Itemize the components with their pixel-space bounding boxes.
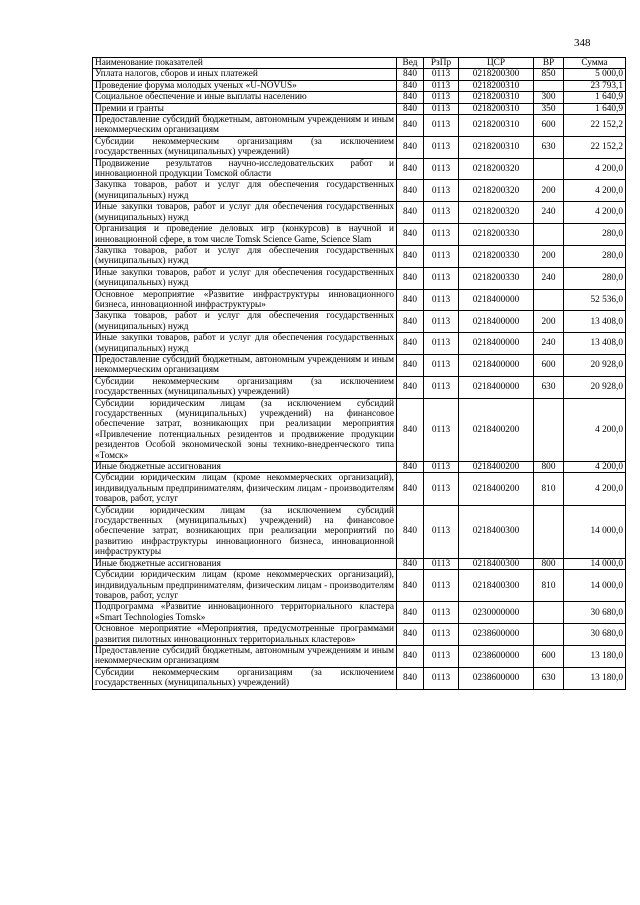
row-rzpr: 0113	[424, 245, 459, 267]
row-csr: 0218200330	[459, 267, 534, 289]
row-name: Предоставление субсидий бюджетным, автономным учреждениям и иным некоммерческим организациям	[93, 645, 397, 667]
row-name: Субсидии юридическим лицам (кроме некоммерческих организаций), индивидуальным предпринимателям, физическим лицам - производителям товаров, работ, услуг	[93, 473, 397, 505]
row-csr: 0218400000	[459, 354, 534, 376]
table-header-row	[93, 58, 626, 69]
row-ved: 840	[397, 602, 424, 624]
row-vr: 630	[534, 667, 564, 689]
header-sum: Сумма	[564, 58, 626, 69]
row-rzpr: 0113	[424, 462, 459, 473]
row-name: Продвижение результатов научно-исследовательских работ и инновационной продукции Томской области	[93, 158, 397, 180]
row-sum: 22 152,2	[564, 115, 626, 137]
row-vr: 200	[534, 245, 564, 267]
row-vr	[534, 158, 564, 180]
row-name: Уплата налогов, сборов и иных платежей	[93, 69, 397, 80]
row-rzpr: 0113	[424, 570, 459, 602]
row-sum: 20 928,0	[564, 354, 626, 376]
row-sum: 52 536,0	[564, 289, 626, 311]
row-ved: 840	[397, 398, 424, 461]
row-ved: 840	[397, 645, 424, 667]
row-name: Предоставление субсидий бюджетным, автономным учреждениям и иным некоммерческим организациям	[93, 354, 397, 376]
table-row	[93, 224, 626, 246]
header-ved: Вед	[397, 58, 424, 69]
table-row	[93, 69, 626, 80]
row-csr: 0238600000	[459, 624, 534, 646]
row-sum: 5 000,0	[564, 69, 626, 80]
row-rzpr: 0113	[424, 602, 459, 624]
row-vr: 200	[534, 180, 564, 202]
row-csr: 0218200300	[459, 69, 534, 80]
row-vr	[534, 289, 564, 311]
row-csr: 0218400300	[459, 570, 534, 602]
row-csr: 0218200310	[459, 103, 534, 114]
row-rzpr: 0113	[424, 158, 459, 180]
row-name: Субсидии некоммерческим организациям (за исключением государственных (муниципальных) учреждений)	[93, 667, 397, 689]
row-name: Закупка товаров, работ и услуг для обеспечения государственных (муниципальных) нужд	[93, 245, 397, 267]
row-ved: 840	[397, 558, 424, 569]
row-vr: 240	[534, 333, 564, 355]
row-name: Социальное обеспечение и иные выплаты населению	[93, 92, 397, 103]
row-name: Субсидии юридическим лицам (кроме некоммерческих организаций), индивидуальным предпринимателям, физическим лицам - производителям товаров, работ, услуг	[93, 570, 397, 602]
row-csr: 0218400000	[459, 376, 534, 398]
row-vr: 850	[534, 69, 564, 80]
row-sum: 30 680,0	[564, 602, 626, 624]
table-row	[93, 398, 626, 461]
row-name: Основное мероприятие «Развитие инфраструктуры инновационного бизнеса, инновационной инфраструктуры»	[93, 289, 397, 311]
table-row	[93, 245, 626, 267]
table-row	[93, 158, 626, 180]
row-sum: 4 200,0	[564, 158, 626, 180]
row-rzpr: 0113	[424, 267, 459, 289]
row-sum: 22 152,2	[564, 136, 626, 158]
row-csr: 0218200310	[459, 92, 534, 103]
row-ved: 840	[397, 202, 424, 224]
table-row	[93, 624, 626, 646]
row-vr: 630	[534, 376, 564, 398]
row-name: Иные бюджетные ассигнования	[93, 558, 397, 569]
row-sum: 4 200,0	[564, 462, 626, 473]
row-ved: 840	[397, 505, 424, 558]
row-ved: 840	[397, 180, 424, 202]
row-vr: 240	[534, 267, 564, 289]
row-ved: 840	[397, 158, 424, 180]
row-name: Субсидии юридическим лицам (за исключением субсидий государственных (муниципальных) учреждений) на финансовое обеспечение затрат, возникающих при реализации мероприятия «Привлечение потенциальных резидентов и продвижение продукции резидентов Особой экономической зоны технико-внедренческого типа «Томск»	[93, 398, 397, 461]
row-csr: 0218400200	[459, 398, 534, 461]
row-vr: 240	[534, 202, 564, 224]
table-row	[93, 667, 626, 689]
row-rzpr: 0113	[424, 558, 459, 569]
row-rzpr: 0113	[424, 136, 459, 158]
row-ved: 840	[397, 69, 424, 80]
table-row	[93, 602, 626, 624]
row-vr	[534, 80, 564, 91]
row-name: Субсидии юридическим лицам (за исключением субсидий государственных (муниципальных) учреждений) на финансовое обеспечение затрат, возникающих при реализации мероприятий по развитию инфраструктуры инновационного бизнеса, инновационной инфраструктуры	[93, 505, 397, 558]
header-name: Наименование показателей	[93, 58, 397, 69]
row-ved: 840	[397, 92, 424, 103]
row-sum: 14 000,0	[564, 558, 626, 569]
row-sum: 13 180,0	[564, 645, 626, 667]
row-sum: 23 793,1	[564, 80, 626, 91]
row-ved: 840	[397, 667, 424, 689]
row-rzpr: 0113	[424, 376, 459, 398]
row-name: Предоставление субсидий бюджетным, автономным учреждениям и иным некоммерческим организациям	[93, 115, 397, 137]
table-row	[93, 136, 626, 158]
row-sum: 13 180,0	[564, 667, 626, 689]
row-vr: 630	[534, 136, 564, 158]
row-csr: 0218400000	[459, 289, 534, 311]
row-sum: 4 200,0	[564, 202, 626, 224]
table-row	[93, 376, 626, 398]
row-csr: 0218200310	[459, 115, 534, 137]
row-ved: 840	[397, 115, 424, 137]
row-vr: 600	[534, 115, 564, 137]
row-csr: 0218400300	[459, 558, 534, 569]
row-ved: 840	[397, 376, 424, 398]
row-sum: 13 408,0	[564, 311, 626, 333]
table-row	[93, 80, 626, 91]
row-sum: 30 680,0	[564, 624, 626, 646]
row-ved: 840	[397, 354, 424, 376]
row-vr: 800	[534, 462, 564, 473]
row-ved: 840	[397, 245, 424, 267]
row-name: Иные бюджетные ассигнования	[93, 462, 397, 473]
row-rzpr: 0113	[424, 624, 459, 646]
row-vr: 810	[534, 473, 564, 505]
row-csr: 0218400000	[459, 333, 534, 355]
row-ved: 840	[397, 103, 424, 114]
row-sum: 13 408,0	[564, 333, 626, 355]
row-sum: 4 200,0	[564, 180, 626, 202]
row-rzpr: 0113	[424, 398, 459, 461]
row-rzpr: 0113	[424, 289, 459, 311]
row-csr: 0218200310	[459, 136, 534, 158]
row-ved: 840	[397, 473, 424, 505]
row-sum: 20 928,0	[564, 376, 626, 398]
row-vr	[534, 224, 564, 246]
table-row	[93, 267, 626, 289]
table-row	[93, 462, 626, 473]
row-rzpr: 0113	[424, 80, 459, 91]
row-csr: 0218200320	[459, 180, 534, 202]
row-name: Проведение форума молодых ученых «U-NOVUS»	[93, 80, 397, 91]
row-sum: 4 200,0	[564, 398, 626, 461]
row-rzpr: 0113	[424, 92, 459, 103]
row-csr: 0218200330	[459, 224, 534, 246]
row-rzpr: 0113	[424, 103, 459, 114]
row-csr: 0218400200	[459, 462, 534, 473]
row-rzpr: 0113	[424, 69, 459, 80]
table-row	[93, 570, 626, 602]
table-row	[93, 354, 626, 376]
row-csr: 0238600000	[459, 667, 534, 689]
table-row	[93, 645, 626, 667]
row-rzpr: 0113	[424, 311, 459, 333]
row-vr: 800	[534, 558, 564, 569]
row-sum: 280,0	[564, 267, 626, 289]
row-vr	[534, 624, 564, 646]
row-rzpr: 0113	[424, 180, 459, 202]
row-sum: 14 000,0	[564, 570, 626, 602]
table-row	[93, 92, 626, 103]
row-name: Подпрограмма «Развитие инновационного территориального кластера «Smart Technologies Tomsk»	[93, 602, 397, 624]
row-csr: 0218400000	[459, 311, 534, 333]
row-csr: 0218200320	[459, 158, 534, 180]
row-rzpr: 0113	[424, 667, 459, 689]
row-name: Премии и гранты	[93, 103, 397, 114]
table-row	[93, 473, 626, 505]
table-row	[93, 103, 626, 114]
row-vr: 600	[534, 354, 564, 376]
row-rzpr: 0113	[424, 333, 459, 355]
row-sum: 4 200,0	[564, 473, 626, 505]
table-row	[93, 558, 626, 569]
row-vr: 810	[534, 570, 564, 602]
row-vr	[534, 505, 564, 558]
row-name: Закупка товаров, работ и услуг для обеспечения государственных (муниципальных) нужд	[93, 311, 397, 333]
row-csr: 0230000000	[459, 602, 534, 624]
row-name: Основное мероприятие «Мероприятия, предусмотренные программами развития пилотных инновационных территориальных кластеров»	[93, 624, 397, 646]
row-csr: 0218400200	[459, 473, 534, 505]
row-sum: 14 000,0	[564, 505, 626, 558]
row-ved: 840	[397, 462, 424, 473]
row-name: Иные закупки товаров, работ и услуг для обеспечения государственных (муниципальных) нужд	[93, 333, 397, 355]
row-vr: 200	[534, 311, 564, 333]
row-vr	[534, 602, 564, 624]
row-ved: 840	[397, 80, 424, 91]
row-ved: 840	[397, 136, 424, 158]
row-ved: 840	[397, 570, 424, 602]
row-ved: 840	[397, 333, 424, 355]
page-number: 348	[574, 37, 591, 49]
row-ved: 840	[397, 311, 424, 333]
row-name: Иные закупки товаров, работ и услуг для обеспечения государственных (муниципальных) нужд	[93, 202, 397, 224]
header-csr: ЦСР	[459, 58, 534, 69]
row-sum: 1 640,9	[564, 103, 626, 114]
row-ved: 840	[397, 224, 424, 246]
header-vr: ВР	[534, 58, 564, 69]
row-csr: 0218200310	[459, 80, 534, 91]
row-sum: 280,0	[564, 224, 626, 246]
row-rzpr: 0113	[424, 354, 459, 376]
row-vr	[534, 398, 564, 461]
row-ved: 840	[397, 624, 424, 646]
table-row	[93, 115, 626, 137]
row-sum: 1 640,9	[564, 92, 626, 103]
row-csr: 0238600000	[459, 645, 534, 667]
row-rzpr: 0113	[424, 202, 459, 224]
row-rzpr: 0113	[424, 473, 459, 505]
table-row	[93, 311, 626, 333]
row-ved: 840	[397, 289, 424, 311]
row-vr: 300	[534, 92, 564, 103]
row-rzpr: 0113	[424, 115, 459, 137]
table-row	[93, 289, 626, 311]
row-csr: 0218200330	[459, 245, 534, 267]
row-rzpr: 0113	[424, 505, 459, 558]
row-name: Организация и проведение деловых игр (конкурсов) в научной и инновационной сфере, в том числе Tomsk Science Game, Science Slam	[93, 224, 397, 246]
budget-table	[92, 57, 626, 690]
row-vr: 600	[534, 645, 564, 667]
row-ved: 840	[397, 267, 424, 289]
header-rzpr: РзПр	[424, 58, 459, 69]
table-row	[93, 333, 626, 355]
row-name: Закупка товаров, работ и услуг для обеспечения государственных (муниципальных) нужд	[93, 180, 397, 202]
row-name: Иные закупки товаров, работ и услуг для обеспечения государственных (муниципальных) нужд	[93, 267, 397, 289]
table-row	[93, 180, 626, 202]
row-rzpr: 0113	[424, 224, 459, 246]
row-rzpr: 0113	[424, 645, 459, 667]
row-csr: 0218200320	[459, 202, 534, 224]
row-name: Субсидии некоммерческим организациям (за исключением государственных (муниципальных) учреждений)	[93, 136, 397, 158]
table-row	[93, 505, 626, 558]
row-sum: 280,0	[564, 245, 626, 267]
row-vr: 350	[534, 103, 564, 114]
row-name: Субсидии некоммерческим организациям (за исключением государственных (муниципальных) учреждений)	[93, 376, 397, 398]
table-row	[93, 202, 626, 224]
row-csr: 0218400300	[459, 505, 534, 558]
